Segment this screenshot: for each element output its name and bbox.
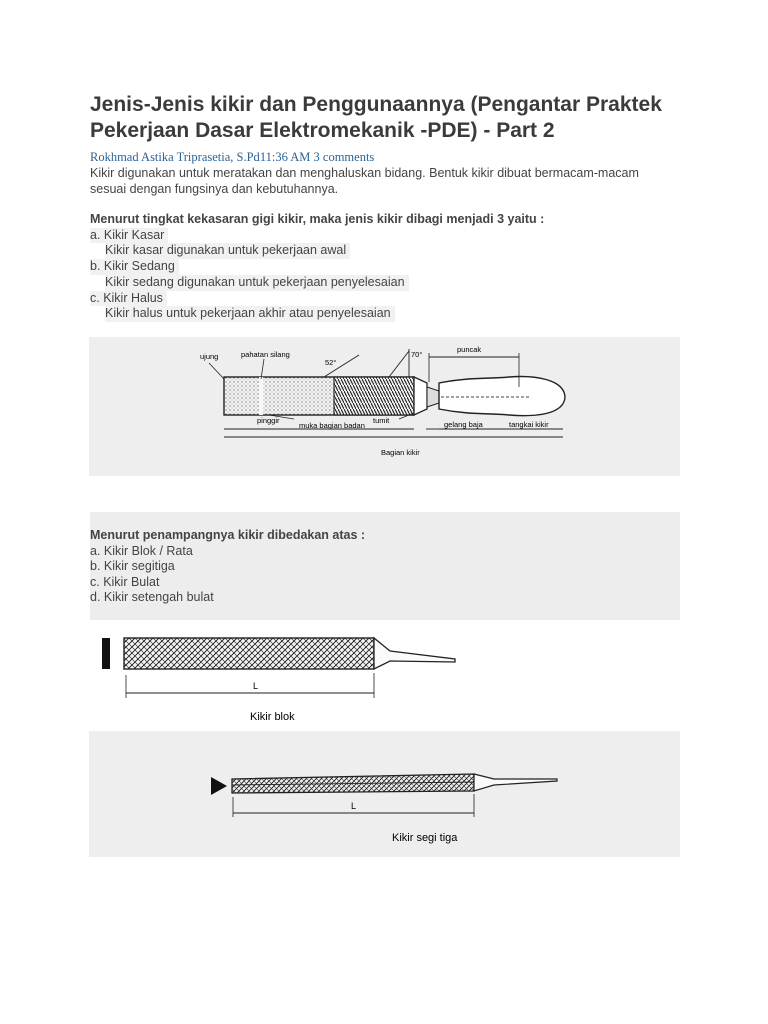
length-label: L <box>351 801 357 811</box>
figure-caption: Kikir blok <box>250 711 295 723</box>
intro-line: sesuai dengan fungsinya dan kebutuhannya. <box>90 182 339 196</box>
cross-section-rect-icon <box>102 638 110 669</box>
label-ujung: ujung <box>200 352 219 361</box>
post-byline <box>90 150 374 165</box>
file-gap <box>259 377 263 415</box>
crosssection-section <box>90 512 680 620</box>
label-tumit: tumit <box>373 416 390 425</box>
length-label: L <box>253 681 259 691</box>
post-time[interactable]: 11:36 AM <box>259 150 311 164</box>
label-gelang: gelang baja <box>444 420 483 429</box>
list-item-desc: Kikir halus untuk pekerjaan akhir atau penyelesaian <box>105 306 395 322</box>
flat-file-figure <box>90 623 467 730</box>
file-body-hatched <box>334 377 414 415</box>
flat-file-diagram <box>90 623 467 730</box>
label-angle-52: 52° <box>325 358 337 367</box>
label-bagian: Bagian kikir <box>381 448 420 457</box>
cross-section-triangle-icon <box>211 777 227 795</box>
author-link[interactable]: Rokhmad Astika Triprasetia, S.Pd <box>90 150 260 164</box>
list-item: a. Kikir Kasar <box>90 228 168 244</box>
file-ferrule <box>427 387 439 407</box>
label-pahatan: pahatan silang <box>241 350 290 359</box>
list-item-desc: Kikir sedang digunakan untuk pekerjaan penyelesaian <box>105 275 409 291</box>
list-item: b. Kikir Sedang <box>90 259 179 275</box>
intro-paragraph <box>90 165 690 197</box>
list-item-desc: Kikir kasar digunakan untuk pekerjaan awal <box>105 243 350 259</box>
file-tang <box>374 638 455 669</box>
crosssection-heading: Menurut penampangnya kikir dibedakan atas : <box>90 528 366 542</box>
file-tang <box>474 774 557 791</box>
label-angle-70: 70° <box>411 350 423 359</box>
comments-link[interactable]: 3 comments <box>313 150 375 164</box>
label-tangkai: tangkai kikir <box>509 420 549 429</box>
label-puncak: puncak <box>457 345 482 354</box>
file-parts-diagram <box>89 337 680 476</box>
label-pinggir: pinggir <box>257 416 280 425</box>
figure-caption: Kikir segi tiga <box>392 832 458 844</box>
list-item: c. Kikir Bulat <box>90 574 160 589</box>
file-heel <box>414 377 427 415</box>
label-muka: muka bagian badan <box>299 421 365 430</box>
triangle-file-diagram <box>89 731 680 857</box>
coarseness-heading: Menurut tingkat kekasaran gigi kikir, maka jenis kikir dibagi menjadi 3 yaitu : <box>90 212 545 226</box>
list-item: a. Kikir Blok / Rata <box>90 543 193 558</box>
list-item: d. Kikir setengah bulat <box>90 590 214 604</box>
list-item: b. Kikir segitiga <box>90 559 175 573</box>
file-blade <box>124 638 374 669</box>
article-title: Jenis-Jenis kikir dan Penggunaannya (Pengantar Praktek Pekerjaan Dasar Elektromekanik -PDE) - Part 2 <box>90 93 662 142</box>
list-item: c. Kikir Halus <box>90 291 167 307</box>
file-handle <box>439 377 565 416</box>
intro-line: Kikir digunakan untuk meratakan dan menghaluskan bidang. Bentuk kikir dibuat bermacam-macam <box>90 166 639 180</box>
triangle-file-figure <box>89 731 680 857</box>
file-parts-figure <box>89 337 680 476</box>
coarseness-section <box>90 212 690 322</box>
